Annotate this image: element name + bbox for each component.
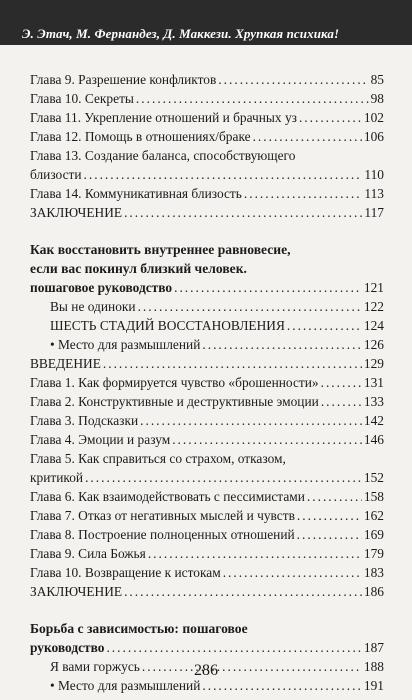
- toc-title-line1: Глава 5. Как справиться со страхом, отказом,: [30, 451, 286, 466]
- toc-title: Место для размышлений: [58, 678, 201, 693]
- toc-page: 113: [364, 186, 384, 201]
- leader-dots: [140, 411, 362, 430]
- toc-page: 124: [363, 318, 384, 333]
- toc-page: 183: [363, 565, 384, 580]
- running-header: [0, 0, 412, 45]
- leader-dots: [124, 582, 362, 601]
- toc-entry: [30, 563, 384, 582]
- toc-title: Глава 12. Помощь в отношениях/браке: [30, 129, 251, 144]
- toc-entry: [30, 373, 384, 392]
- toc-title: Глава 3. Подсказки: [30, 413, 139, 428]
- toc-page: 117: [364, 205, 384, 220]
- section-heading-line2: если вас покинул близкий человек.: [30, 261, 247, 276]
- leader-dots: [297, 506, 362, 525]
- toc-entry: [30, 411, 384, 430]
- toc-page: 122: [363, 299, 384, 314]
- toc-title: Место для размышлений: [58, 337, 201, 352]
- toc-entry: [30, 335, 384, 354]
- toc-entry: [30, 449, 384, 487]
- leader-dots: [244, 184, 363, 203]
- leader-dots: [174, 278, 362, 297]
- toc-page: 146: [363, 432, 384, 447]
- toc-page: 162: [363, 508, 384, 523]
- toc-entry: [30, 70, 384, 89]
- toc-page: 131: [363, 375, 384, 390]
- toc-page: 179: [363, 546, 384, 561]
- toc-page: 98: [370, 91, 384, 106]
- toc-title-line2: близости: [30, 167, 82, 182]
- toc-page: 142: [363, 413, 384, 428]
- toc-page: 133: [363, 394, 384, 409]
- section-heading-line2: руководство: [30, 640, 105, 655]
- toc-title: Глава 9. Сила Божья: [30, 546, 146, 561]
- toc-entry: [30, 430, 384, 449]
- toc-entry: [30, 146, 384, 184]
- leader-dots: [124, 203, 362, 222]
- toc-title: Глава 2. Конструктивные и деструктивные эмоции: [30, 394, 319, 409]
- toc-page: 191: [363, 678, 384, 693]
- toc-page: 187: [363, 640, 384, 655]
- toc-entry: [30, 127, 384, 146]
- toc-title: Глава 11. Укрепление отношений и брачных уз: [30, 110, 297, 125]
- leader-dots: [218, 70, 368, 89]
- leader-dots: [84, 165, 363, 184]
- leader-dots: [321, 392, 362, 411]
- toc-entry: [30, 89, 384, 108]
- section-heading-line3: пошаговое руководство: [30, 280, 173, 295]
- toc-title: ШЕСТЬ СТАДИЙ ВОССТАНОВЛЕНИЯ: [50, 318, 285, 333]
- toc-title-line1: Глава 13. Создание баланса, способствующего: [30, 148, 296, 163]
- bullet-icon: [50, 335, 58, 354]
- toc-title: ЗАКЛЮЧЕНИЕ: [30, 584, 123, 599]
- leader-dots: [172, 430, 362, 449]
- section-heading: [30, 619, 384, 657]
- leader-dots: [106, 638, 361, 657]
- toc-entry: [30, 392, 384, 411]
- header-text: Э. Этач, М. Фернандез, Д. Маккези. Хрупкая психика!: [22, 26, 340, 41]
- toc-entry: [30, 108, 384, 127]
- toc-entry: [30, 487, 384, 506]
- leader-dots: [148, 544, 362, 563]
- toc-entry: [30, 544, 384, 563]
- toc-title: Глава 9. Разрешение конфликтов: [30, 72, 217, 87]
- toc-title: Глава 6. Как взаимодействовать с пессимистами: [30, 489, 305, 504]
- toc-page: 152: [363, 470, 384, 485]
- page-number: 286: [194, 662, 218, 679]
- leader-dots: [138, 297, 362, 316]
- leader-dots: [136, 89, 369, 108]
- toc-page: 169: [363, 527, 384, 542]
- leader-dots: [321, 373, 362, 392]
- toc-title: ЗАКЛЮЧЕНИЕ: [30, 205, 123, 220]
- toc-page: 102: [363, 110, 384, 125]
- section-heading: [30, 240, 384, 297]
- toc-page: 121: [363, 280, 384, 295]
- leader-dots: [103, 354, 362, 373]
- toc-title: Глава 1. Как формируется чувство «брошенности»: [30, 375, 319, 390]
- toc-title: Глава 8. Построение полноценных отношений: [30, 527, 295, 542]
- toc-entry: [30, 184, 384, 203]
- leader-dots: [85, 468, 362, 487]
- toc-title: Глава 10. Возвращение к истокам: [30, 565, 221, 580]
- section-heading-entry: [30, 278, 384, 297]
- toc-title: Глава 10. Секреты: [30, 91, 134, 106]
- leader-dots: [297, 525, 362, 544]
- toc-entry: [30, 354, 384, 373]
- toc-entry: [30, 316, 384, 335]
- toc-title: ВВЕДЕНИЕ: [30, 356, 101, 371]
- toc-entry: [30, 525, 384, 544]
- toc-page: 129: [363, 356, 384, 371]
- toc-title: Глава 7. Отказ от негативных мыслей и чувств: [30, 508, 295, 523]
- toc-title: Вы не одиноки: [50, 299, 136, 314]
- toc-page: 186: [363, 584, 384, 599]
- toc-entry: [30, 297, 384, 316]
- leader-dots: [202, 335, 362, 354]
- leader-dots: [299, 108, 362, 127]
- leader-dots: [253, 127, 362, 146]
- section-heading-line1: Борьба с зависимостью: пошаговое: [30, 621, 248, 636]
- leader-dots: [307, 487, 362, 506]
- toc-entry: [30, 582, 384, 601]
- toc-page: 85: [370, 72, 384, 87]
- toc-title: Я вами горжусь: [50, 659, 140, 674]
- section-heading-line1: Как восстановить внутреннее равновесие,: [30, 242, 291, 257]
- toc-page: 126: [363, 337, 384, 352]
- toc-title: Глава 14. Коммуникативная близость: [30, 186, 242, 201]
- toc-entry: [30, 506, 384, 525]
- section-heading-entry: [30, 638, 384, 657]
- toc-page: 110: [364, 167, 384, 182]
- toc-page: 188: [363, 659, 384, 674]
- leader-dots: [223, 563, 362, 582]
- leader-dots: [287, 316, 362, 335]
- toc-entry: [30, 203, 384, 222]
- toc-page: 106: [363, 129, 384, 144]
- toc-page: 158: [363, 489, 384, 504]
- table-of-contents: [30, 70, 384, 695]
- toc-title-line2: критикой: [30, 470, 84, 485]
- toc-title: Глава 4. Эмоции и разум: [30, 432, 171, 447]
